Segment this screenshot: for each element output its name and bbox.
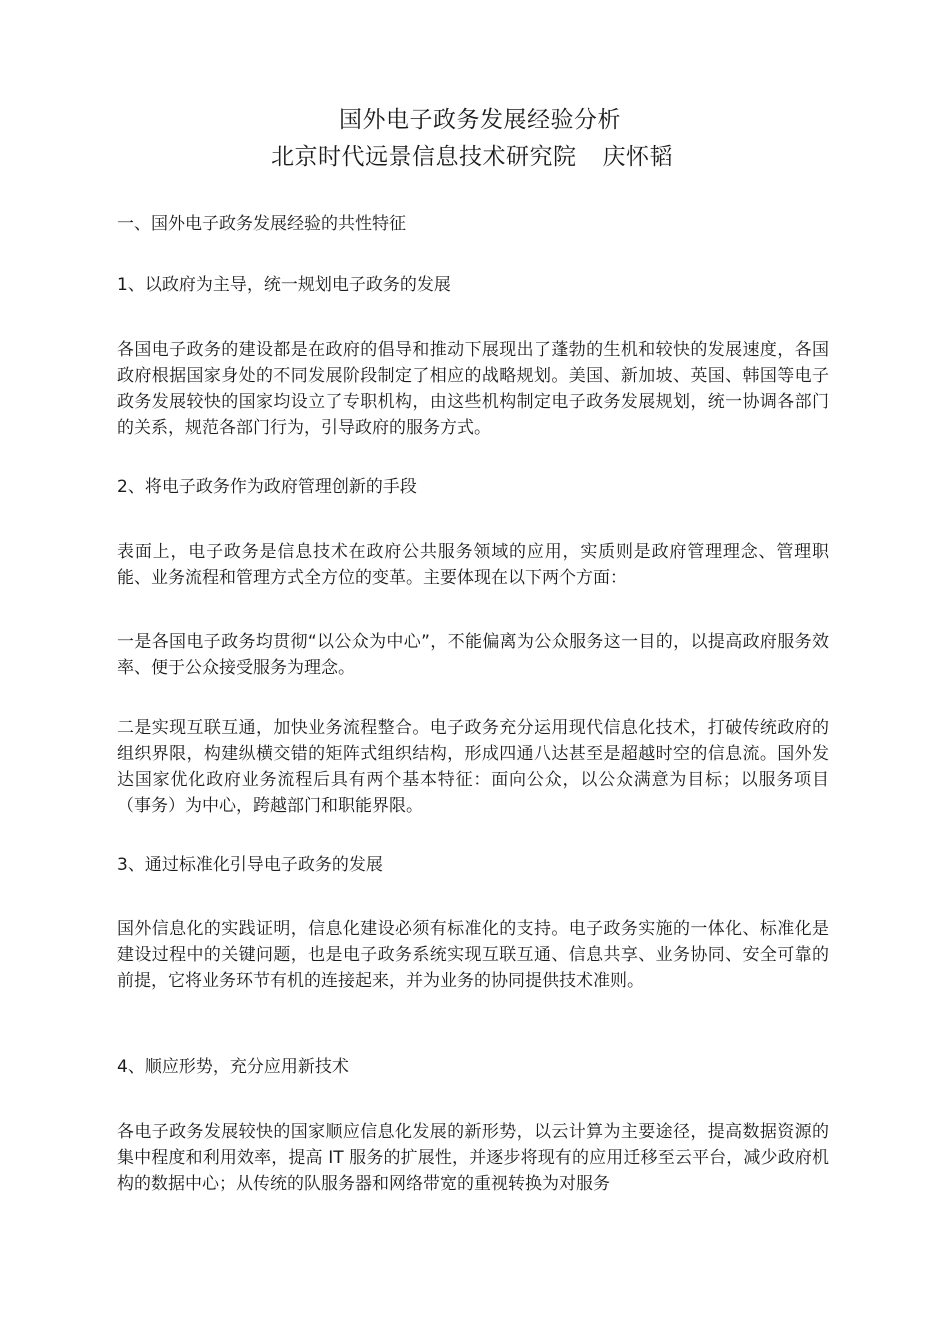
- item-2-paragraph-1: 表面上，电子政务是信息技术在政府公共服务领域的应用，实质则是政府管理理念、管理职能、业务流程和管理方式全方位的变革。主要体现在以下两个方面：: [117, 542, 829, 588]
- section-heading: 一、国外电子政务发展经验的共性特征: [117, 214, 406, 234]
- item-4-heading: 4、顺应形势，充分应用新技术: [117, 1057, 349, 1077]
- item-1-heading: 1、以政府为主导，统一规划电子政务的发展: [117, 275, 451, 295]
- item-2-paragraph-2: 一是各国电子政务均贯彻“以公众为中心”，不能偏离为公众服务这一目的，以提高政府服务效率、便于公众接受服务为理念。: [117, 632, 829, 678]
- document-byline: [0, 142, 947, 172]
- item-2-paragraph-3: 二是实现互联互通，加快业务流程整合。电子政务充分运用现代信息化技术，打破传统政府的组织界限，构建纵横交错的矩阵式组织结构，形成四通八达甚至是超越时空的信息流。国外发达国家优化政府业务流程后具有两个基本特征：面向公众，以公众满意为目标；以服务项目（事务）为中心，跨越部门和职能界限。: [117, 718, 829, 816]
- item-1-paragraph-1: 各国电子政务的建设都是在政府的倡导和推动下展现出了蓬勃的生机和较快的发展速度，各国政府根据国家身处的不同发展阶段制定了相应的战略规划。美国、新加坡、英国、韩国等电子政务发展较快的国家均设立了专职机构，由这些机构制定电子政务发展规划，统一协调各部门的关系，规范各部门行为，引导政府的服务方式。: [117, 340, 829, 438]
- item-2-heading: 2、将电子政务作为政府管理创新的手段: [117, 477, 417, 497]
- item-3-heading: 3、通过标准化引导电子政务的发展: [117, 855, 383, 875]
- item-4-paragraph-1: 各电子政务发展较快的国家顺应信息化发展的新形势，以云计算为主要途径，提高数据资源的集中程度和利用效率，提高 IT 服务的扩展性，并逐步将现有的应用迁移至云平台，减少政府机构的数据中心；从传统的队服务器和网络带宽的重视转换为对服务: [117, 1122, 829, 1194]
- document-title: 国外电子政务发展经验分析: [339, 107, 621, 133]
- item-3-paragraph-1: 国外信息化的实践证明，信息化建设必须有标准化的支持。电子政务实施的一体化、标准化是建设过程中的关键问题，也是电子政务系统实现互联互通、信息共享、业务协同、安全可靠的前提，它将业务环节有机的连接起来，并为业务的协同提供技术准则。: [117, 919, 829, 991]
- institution-name: 北京时代远景信息技术研究院: [271, 144, 577, 170]
- author-name: 庆怀韬: [602, 144, 673, 170]
